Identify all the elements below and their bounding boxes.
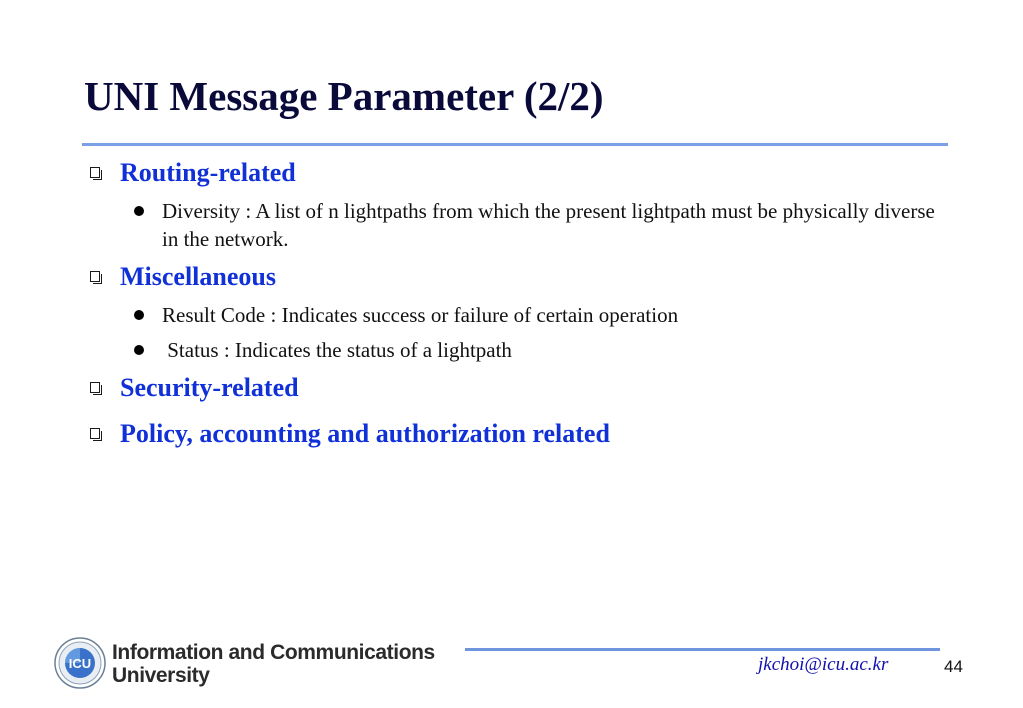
bullet-dot-icon (134, 310, 144, 320)
section-security (90, 373, 299, 403)
bullet-text: Status : Indicates the status of a lightpath (162, 338, 512, 362)
slide-title: UNI Message Parameter (2/2) (84, 73, 604, 119)
logo-text: ICU (68, 656, 92, 671)
university-name-line2: University (112, 664, 210, 687)
university-name (112, 641, 435, 687)
square-bullet-icon (90, 428, 102, 440)
square-bullet-icon (90, 382, 102, 394)
section-heading: Routing-related (120, 158, 296, 187)
section-heading: Policy, accounting and authorization related (120, 419, 610, 448)
bullet-dot-icon (134, 206, 144, 216)
square-bullet-icon (90, 271, 102, 283)
university-name-line1: Information and Communications (112, 641, 435, 664)
section-heading: Miscellaneous (120, 262, 276, 291)
square-bullet-icon (90, 167, 102, 179)
bullet-dot-icon (134, 345, 144, 355)
bullet-text: Result Code : Indicates success or failure of certain operation (162, 303, 679, 327)
section-routing (90, 158, 296, 188)
section-miscellaneous (90, 262, 276, 292)
title-divider (82, 143, 948, 146)
author-email: jkchoi@icu.ac.kr (758, 654, 889, 675)
footer-divider (465, 648, 940, 651)
section-heading: Security-related (120, 373, 299, 402)
university-logo (54, 637, 106, 689)
section-policy (90, 419, 610, 449)
bullet-text: Diversity : A list of n lightpaths from which the present lightpath must be physically diverse in the network. (162, 199, 935, 251)
page-number: 44 (944, 657, 963, 676)
